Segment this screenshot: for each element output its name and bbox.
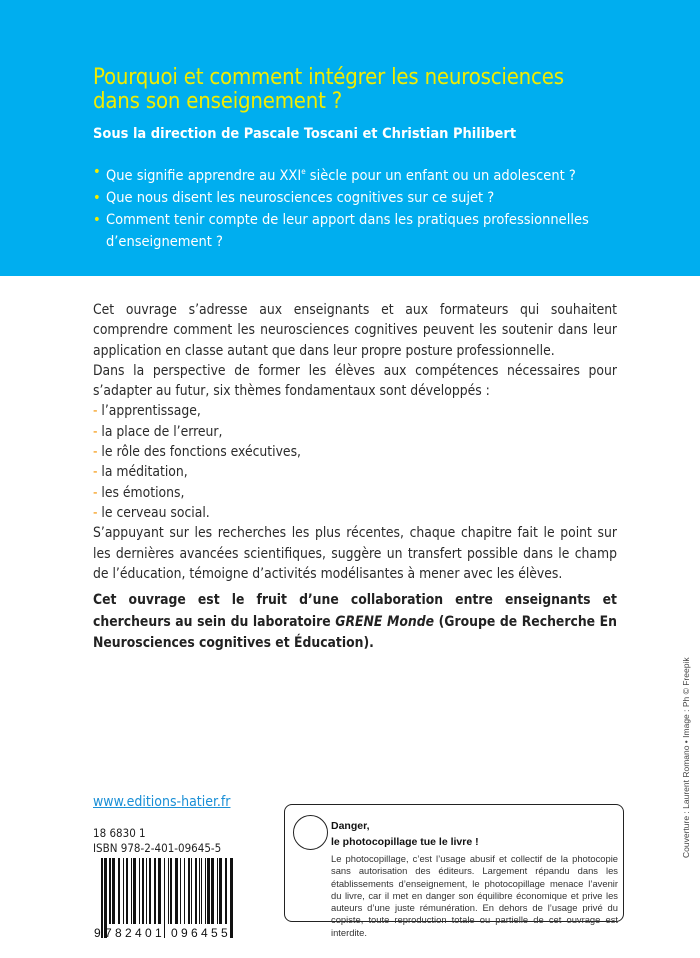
- barcode-digit: 2: [125, 926, 132, 938]
- barcode-bar: [191, 858, 192, 924]
- dash-icon: -: [93, 504, 102, 521]
- barcode-digit: 5: [211, 926, 218, 938]
- barcode-digit: 6: [191, 926, 198, 938]
- barcode-bar: [149, 858, 151, 924]
- barcode-bar: [230, 858, 233, 938]
- barcode-bar: [123, 858, 124, 924]
- theme-item: - le rôle des fonctions exécutives,: [93, 444, 301, 461]
- question-list: [93, 161, 613, 253]
- barcode-bar: [201, 858, 202, 924]
- barcode-bar: [188, 858, 190, 924]
- barcode-digit: 8: [115, 926, 122, 938]
- barcode-digit: 4: [201, 926, 208, 938]
- barcode-bar: [154, 858, 156, 924]
- barcode-digit: 0: [145, 926, 152, 938]
- barcode-digit: 9: [181, 926, 188, 938]
- theme-list: [93, 401, 617, 523]
- barcode-digit: 4: [135, 926, 142, 938]
- question-item: • Comment tenir compte de leur apport dans les pratiques professionnelles d’enseignement ?: [93, 209, 613, 253]
- barcode-digit: 1: [155, 926, 162, 938]
- cover-credit: Couverture : Laurent Romano • Image : Ph © Freepik: [681, 657, 691, 858]
- barcode-bar: [217, 858, 218, 924]
- barcode-bar: [146, 858, 147, 924]
- bullet-icon: •: [93, 189, 101, 206]
- theme-item: - la place de l’erreur,: [93, 423, 223, 440]
- dash-icon: -: [93, 423, 102, 440]
- barcode-bar: [199, 858, 200, 924]
- barcode-bar: [195, 858, 197, 924]
- barcode-bar: [101, 858, 103, 938]
- lab-name: GRENE Monde: [335, 613, 435, 630]
- question-item: • Que signifie apprendre au XXIe siècle pour un enfant ou un adolescent ?: [93, 161, 613, 187]
- barcode-bar: [139, 858, 140, 924]
- photocopy-warning-box: Danger, le photocopillage tue le livre ! Le photocopillage, c’est l’usage abusif et collectif de la photocopie sans autorisation des éditeurs. Largement répandu dans les établissements d’enseignement, le photocopillage menace l’avenir du livre, car il met en danger son équilibre économique et prive les auteurs d’une juste rémunération. En dehors de l’usage privé du copiste, toute reproduction totale ou partielle de cet ouvrage est interdite.: [284, 804, 624, 922]
- barcode-bar: [168, 858, 169, 924]
- byline: Sous la direction de Pascale Toscani et Christian Philibert: [93, 126, 517, 142]
- barcode-bar: [131, 858, 132, 924]
- description: [93, 300, 617, 584]
- barcode-bar: [175, 858, 178, 924]
- paragraph: Dans la perspective de former les élèves aux compétences nécessaires pour s’adapter au futur, six thèmes fondamentaux sont développés :: [93, 362, 617, 400]
- barcode-bar: [211, 858, 214, 924]
- bullet-icon: •: [93, 211, 101, 228]
- warning-text: Le photocopillage, c’est l’usage abusif et collectif de la photocopie sans autorisation des éditeurs. Largement répandu dans les établissements d’enseignement, le photocopillage menace l’avenir du livre, car il met en danger son équilibre économique et prive les auteurs d’une juste rémunération. En dehors de l’usage privé du copiste, toute reproduction totale ou partielle de cet ouvrage est interdite.: [331, 853, 618, 938]
- theme-item: - le cerveau social.: [93, 504, 210, 521]
- theme-item: - la méditation,: [93, 464, 188, 481]
- paragraph: S’appuyant sur les recherches les plus récentes, chaque chapitre fait le point sur les dernières avancées scientifiques, suggère un transfert possible dans le champ de l’éducation, témoigne d’activités modélisantes à mener avec les élèves.: [93, 525, 617, 582]
- question-item: • Que nous disent les neurosciences cognitives sur ce sujet ?: [93, 187, 613, 209]
- barcode-bar: [118, 858, 120, 924]
- paragraph: Cet ouvrage s’adresse aux enseignants et aux formateurs qui souhaitent comprendre comment les neurosciences cognitives peuvent les soutenir dans leur application en classe autant que dans leur propre posture professionnelle.: [93, 302, 617, 359]
- barcode-digit: 7: [105, 926, 112, 938]
- dash-icon: -: [93, 464, 102, 481]
- collaboration-paragraph: Cet ouvrage est le fruit d’une collaboration entre enseignants et chercheurs au sein du laboratoire GRENE Monde (Groupe de Recherche En Neurosciences cognitives et Éducation).: [93, 592, 617, 651]
- barcode-bar: [142, 858, 144, 924]
- barcode-bar: [112, 858, 115, 924]
- barcode-bar: [184, 858, 185, 924]
- barcode-bar: [205, 858, 206, 924]
- warning-logo-circle: [293, 815, 328, 850]
- dash-icon: -: [93, 403, 102, 420]
- barcode-digit: 9: [94, 926, 101, 938]
- dash-icon: -: [93, 444, 102, 461]
- barcode-bar: [219, 858, 222, 924]
- publisher-link[interactable]: www.editions-hatier.fr: [93, 794, 231, 810]
- bullet-icon: •: [93, 164, 101, 180]
- barcode-bar: [158, 858, 161, 924]
- barcode: [93, 858, 236, 938]
- dash-icon: -: [93, 484, 102, 501]
- barcode-bar: [225, 858, 227, 924]
- theme-item: - l’apprentissage,: [93, 403, 201, 420]
- barcode-bar: [164, 858, 165, 938]
- barcode-bar: [180, 858, 181, 924]
- barcode-digit: 0: [171, 926, 178, 938]
- barcode-bar: [133, 858, 136, 924]
- barcode-bar: [170, 858, 172, 924]
- barcode-bar: [126, 858, 128, 924]
- product-codes: 18 6830 1 ISBN 978-2-401-09645-5: [93, 826, 222, 855]
- barcode-digit: 5: [221, 926, 228, 938]
- barcode-bar: [109, 858, 111, 924]
- book-title: Pourquoi et comment intégrer les neurosciences dans son enseignement ?: [93, 65, 564, 114]
- barcode-bar: [207, 858, 210, 924]
- theme-item: - les émotions,: [93, 484, 185, 501]
